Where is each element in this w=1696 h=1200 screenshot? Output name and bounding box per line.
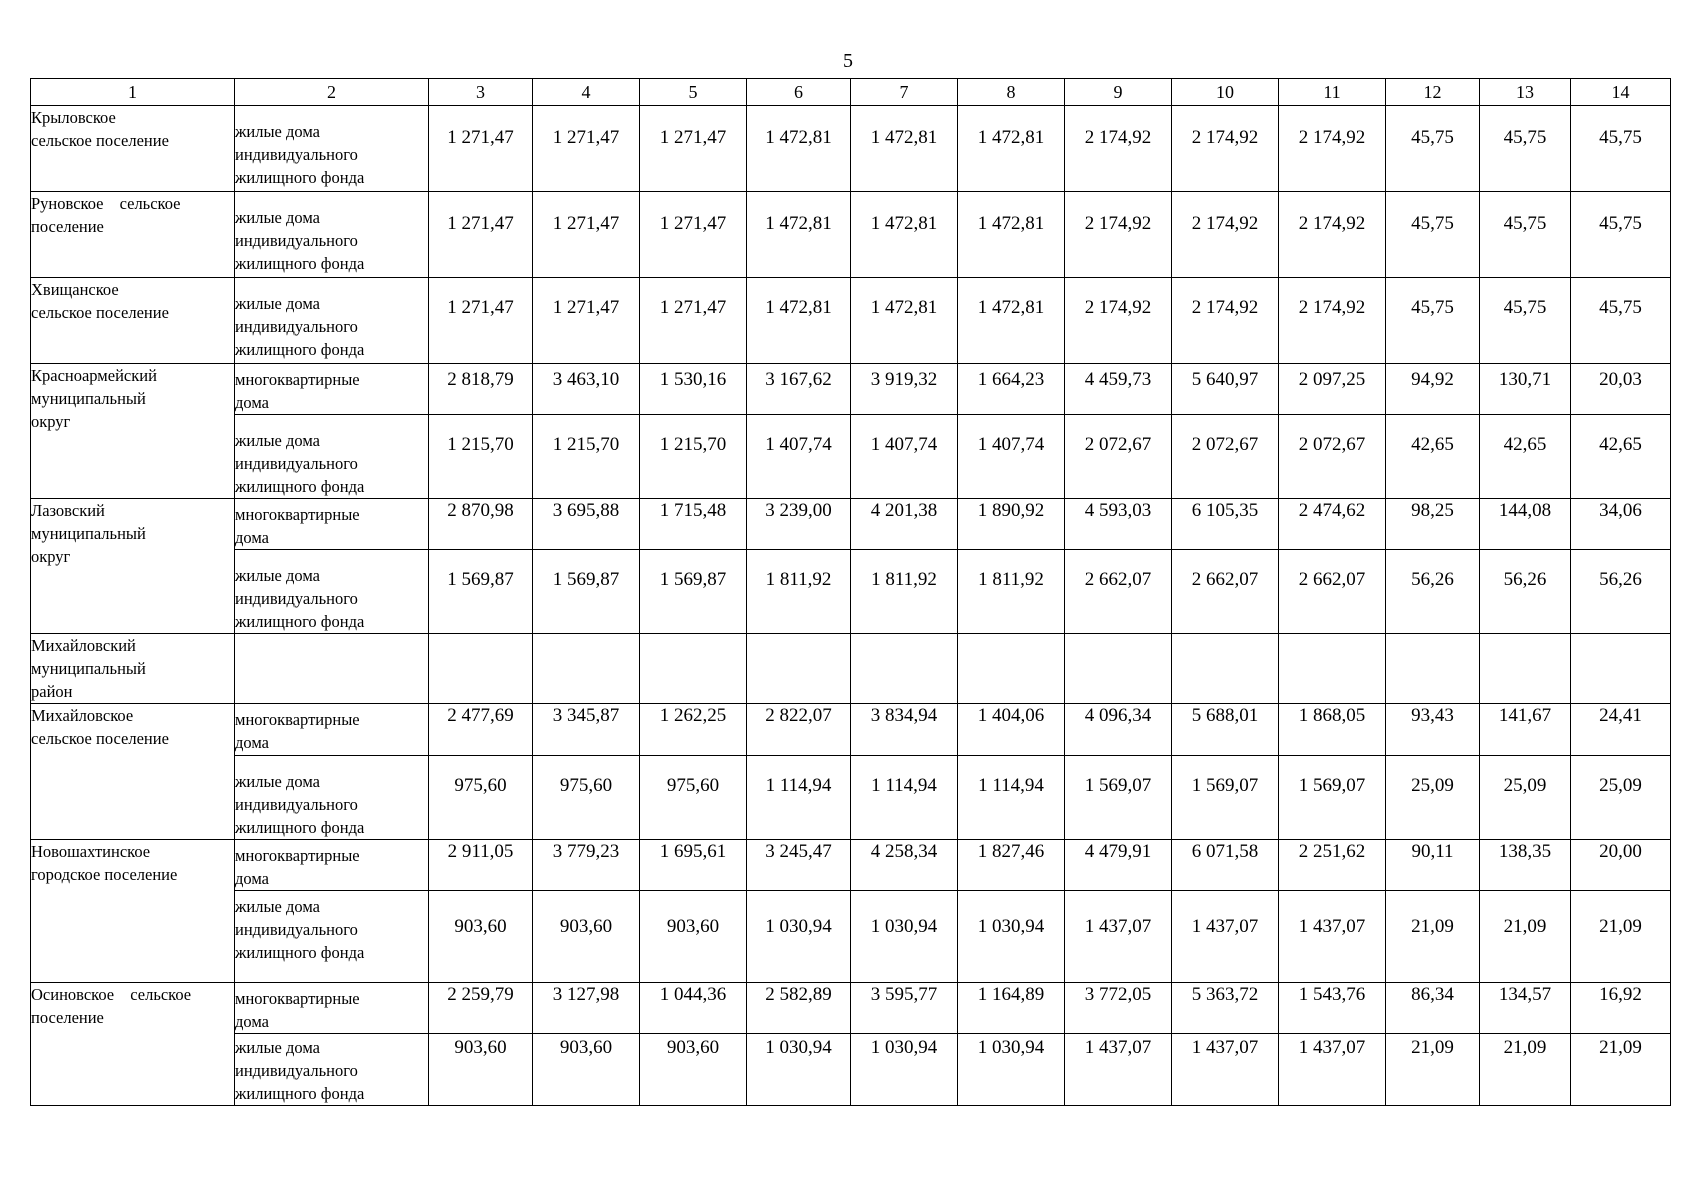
table-cell: 42,65: [1571, 415, 1671, 499]
empty-cell: [1065, 634, 1172, 704]
table-cell: 1 695,61: [640, 840, 747, 891]
table-cell: 1 569,07: [1279, 756, 1386, 840]
type-line: индивидуального: [235, 589, 358, 608]
table-cell: 3 245,47: [747, 840, 851, 891]
table-cell: 2 174,92: [1065, 192, 1172, 278]
type-line: индивидуального: [235, 317, 358, 336]
table-cell: 94,92: [1386, 364, 1480, 415]
empty-cell: [640, 634, 747, 704]
table-cell: 975,60: [429, 756, 533, 840]
table-cell: 34,06: [1571, 499, 1671, 550]
column-number-row: [31, 79, 1671, 106]
column-number: 2: [235, 79, 429, 106]
table-cell: 1 404,06: [958, 704, 1065, 756]
page-number: 5: [843, 50, 853, 72]
type-line: жилищного фонда: [235, 340, 365, 359]
settlement-name: [31, 106, 235, 192]
table-cell: 45,75: [1571, 106, 1671, 192]
table-cell: 45,75: [1480, 106, 1571, 192]
table-cell: 4 593,03: [1065, 499, 1172, 550]
housing-type: [235, 550, 429, 634]
table-cell: 1 030,94: [958, 891, 1065, 983]
table-cell: 5 688,01: [1172, 704, 1279, 756]
name-line: сельское поселение: [31, 303, 169, 322]
table-cell: 45,75: [1386, 192, 1480, 278]
table-cell: 1 569,07: [1172, 756, 1279, 840]
empty-cell: [958, 634, 1065, 704]
table-cell: 1 472,81: [851, 106, 958, 192]
housing-type: [235, 278, 429, 364]
table-cell: 3 167,62: [747, 364, 851, 415]
table-cell: 2 072,67: [1065, 415, 1172, 499]
table-cell: 903,60: [429, 891, 533, 983]
empty-cell: [1172, 634, 1279, 704]
table-cell: 3 695,88: [533, 499, 640, 550]
table-cell: 2 174,92: [1172, 106, 1279, 192]
empty-cell: [1386, 634, 1480, 704]
settlement-name: [31, 364, 235, 499]
table-cell: 21,09: [1386, 1034, 1480, 1106]
name-line: Михайловский: [31, 636, 136, 655]
table-cell: 45,75: [1386, 278, 1480, 364]
table-cell: 1 664,23: [958, 364, 1065, 415]
table-cell: 21,09: [1480, 891, 1571, 983]
type-line: жилые дома: [235, 294, 320, 313]
table-cell: 1 569,87: [640, 550, 747, 634]
table-row: [31, 550, 1671, 634]
name-line: Михайловское: [31, 706, 134, 725]
type-line: жилые дома: [235, 897, 320, 916]
column-number: 14: [1571, 79, 1671, 106]
column-number: 9: [1065, 79, 1172, 106]
table-cell: 42,65: [1386, 415, 1480, 499]
table-cell: 130,71: [1480, 364, 1571, 415]
table-cell: 1 215,70: [533, 415, 640, 499]
table-cell: 2 662,07: [1172, 550, 1279, 634]
table-cell: 90,11: [1386, 840, 1480, 891]
table-cell: 2 174,92: [1279, 192, 1386, 278]
type-line: жилищного фонда: [235, 612, 365, 631]
table-cell: 3 239,00: [747, 499, 851, 550]
table-cell: 1 437,07: [1279, 891, 1386, 983]
table-cell: 903,60: [429, 1034, 533, 1106]
table-cell: 20,00: [1571, 840, 1671, 891]
name-line: поселение: [31, 217, 104, 236]
table-cell: 1 811,92: [851, 550, 958, 634]
table-cell: 1 215,70: [640, 415, 747, 499]
table-cell: 4 459,73: [1065, 364, 1172, 415]
table-cell: 20,03: [1571, 364, 1671, 415]
name-line: округ: [31, 547, 71, 566]
table-cell: 2 662,07: [1065, 550, 1172, 634]
table-cell: 3 127,98: [533, 983, 640, 1034]
table-cell: 2 911,05: [429, 840, 533, 891]
table-cell: 21,09: [1571, 1034, 1671, 1106]
table-cell: 2 870,98: [429, 499, 533, 550]
table-cell: 1 271,47: [429, 278, 533, 364]
name-line: поселение: [31, 1008, 104, 1027]
type-line: дома: [235, 528, 269, 547]
table-cell: 6 071,58: [1172, 840, 1279, 891]
table-cell: 1 437,07: [1065, 891, 1172, 983]
housing-type: [235, 891, 429, 983]
table-cell: 1 407,74: [958, 415, 1065, 499]
column-number: 6: [747, 79, 851, 106]
table-cell: 1 472,81: [958, 278, 1065, 364]
table-cell: 2 174,92: [1279, 278, 1386, 364]
table-cell: 21,09: [1571, 891, 1671, 983]
table-cell: 903,60: [533, 1034, 640, 1106]
table-cell: 45,75: [1386, 106, 1480, 192]
type-line: индивидуального: [235, 920, 358, 939]
name-line: муниципальный: [31, 659, 146, 678]
type-line: дома: [235, 393, 269, 412]
table-cell: 1 271,47: [429, 192, 533, 278]
table-row: [31, 891, 1671, 983]
table-cell: 3 345,87: [533, 704, 640, 756]
housing-type: [235, 499, 429, 550]
empty-cell: [429, 634, 533, 704]
table-cell: 2 477,69: [429, 704, 533, 756]
type-line: индивидуального: [235, 231, 358, 250]
table-cell: 1 271,47: [640, 192, 747, 278]
type-line: жилые дома: [235, 122, 320, 141]
housing-type: [235, 983, 429, 1034]
table-cell: 1 262,25: [640, 704, 747, 756]
table-cell: 93,43: [1386, 704, 1480, 756]
name-line: муниципальный: [31, 389, 146, 408]
name-line: городское поселение: [31, 865, 178, 884]
table-cell: 2 259,79: [429, 983, 533, 1034]
table-cell: 903,60: [533, 891, 640, 983]
table-cell: 56,26: [1386, 550, 1480, 634]
type-line: дома: [235, 1012, 269, 1031]
table-cell: 1 472,81: [958, 192, 1065, 278]
table-row: [31, 756, 1671, 840]
housing-type: [235, 704, 429, 756]
name-line: Руновское сельское: [31, 194, 181, 213]
table-cell: 903,60: [640, 891, 747, 983]
table-cell: 2 174,92: [1279, 106, 1386, 192]
table-cell: 21,09: [1386, 891, 1480, 983]
column-number: 5: [640, 79, 747, 106]
tariff-table: [30, 78, 1671, 1106]
table-cell: 4 096,34: [1065, 704, 1172, 756]
type-line: жилищного фонда: [235, 1084, 365, 1103]
settlement-name: [31, 192, 235, 278]
table-cell: 1 811,92: [958, 550, 1065, 634]
table-cell: 45,75: [1480, 278, 1571, 364]
table-cell: 1 114,94: [747, 756, 851, 840]
column-number: 13: [1480, 79, 1571, 106]
table-cell: 2 097,25: [1279, 364, 1386, 415]
table-cell: 1 472,81: [747, 106, 851, 192]
table-row: [31, 1034, 1671, 1106]
type-line: многоквартирные: [235, 505, 360, 524]
table-cell: 1 030,94: [747, 1034, 851, 1106]
table-row: [31, 634, 1671, 704]
housing-type: [235, 106, 429, 192]
table-cell: 5 363,72: [1172, 983, 1279, 1034]
settlement-name: [31, 983, 235, 1106]
empty-cell: [1279, 634, 1386, 704]
type-line: жилищного фонда: [235, 477, 365, 496]
column-number: 12: [1386, 79, 1480, 106]
table-cell: 1 472,81: [851, 278, 958, 364]
table-cell: 3 463,10: [533, 364, 640, 415]
column-number: 8: [958, 79, 1065, 106]
table-cell: 24,41: [1571, 704, 1671, 756]
type-line: дома: [235, 733, 269, 752]
table-cell: 2 072,67: [1172, 415, 1279, 499]
type-line: многоквартирные: [235, 710, 360, 729]
name-line: Осиновское сельское: [31, 985, 192, 1004]
column-number: 11: [1279, 79, 1386, 106]
table-cell: 1 715,48: [640, 499, 747, 550]
table-row: [31, 983, 1671, 1034]
housing-type: [235, 1034, 429, 1106]
table-cell: 25,09: [1386, 756, 1480, 840]
type-line: многоквартирные: [235, 370, 360, 389]
empty-cell: [235, 634, 429, 704]
table-cell: 3 595,77: [851, 983, 958, 1034]
table-row: [31, 364, 1671, 415]
table-cell: 1 543,76: [1279, 983, 1386, 1034]
empty-cell: [1571, 634, 1671, 704]
table-cell: 1 437,07: [1172, 891, 1279, 983]
table-cell: 25,09: [1571, 756, 1671, 840]
table-cell: 141,67: [1480, 704, 1571, 756]
name-line: Новошахтинское: [31, 842, 151, 861]
empty-cell: [851, 634, 958, 704]
empty-cell: [747, 634, 851, 704]
table-cell: 98,25: [1386, 499, 1480, 550]
table-cell: 2 822,07: [747, 704, 851, 756]
table-cell: 1 811,92: [747, 550, 851, 634]
table-cell: 1 215,70: [429, 415, 533, 499]
table-cell: 1 530,16: [640, 364, 747, 415]
table-cell: 1 569,87: [533, 550, 640, 634]
table-cell: 1 271,47: [533, 106, 640, 192]
table-row: [31, 106, 1671, 192]
settlement-name: [31, 278, 235, 364]
type-line: жилые дома: [235, 1038, 320, 1057]
name-line: Красноармейский: [31, 366, 157, 385]
table-cell: 4 258,34: [851, 840, 958, 891]
housing-type: [235, 756, 429, 840]
name-line: Хвищанское: [31, 280, 119, 299]
table-cell: 1 569,87: [429, 550, 533, 634]
table-cell: 1 472,81: [747, 278, 851, 364]
table-cell: 1 868,05: [1279, 704, 1386, 756]
table-cell: 1 030,94: [851, 891, 958, 983]
type-line: жилые дома: [235, 772, 320, 791]
settlement-name: [31, 499, 235, 634]
type-line: индивидуального: [235, 145, 358, 164]
table-row: [31, 415, 1671, 499]
table-cell: 1 827,46: [958, 840, 1065, 891]
table-cell: 1 114,94: [958, 756, 1065, 840]
type-line: многоквартирные: [235, 846, 360, 865]
housing-type: [235, 415, 429, 499]
table-cell: 144,08: [1480, 499, 1571, 550]
table-cell: 1 114,94: [851, 756, 958, 840]
table-cell: 1 472,81: [747, 192, 851, 278]
table-cell: 25,09: [1480, 756, 1571, 840]
table-row: [31, 704, 1671, 756]
table-cell: 45,75: [1480, 192, 1571, 278]
name-line: муниципальный: [31, 524, 146, 543]
table-cell: 4 479,91: [1065, 840, 1172, 891]
table-cell: 1 407,74: [747, 415, 851, 499]
empty-cell: [1480, 634, 1571, 704]
table-cell: 2 072,67: [1279, 415, 1386, 499]
table-cell: 1 044,36: [640, 983, 747, 1034]
table-cell: 1 569,07: [1065, 756, 1172, 840]
name-line: Лазовский: [31, 501, 105, 520]
name-line: район: [31, 682, 73, 701]
table-cell: 56,26: [1480, 550, 1571, 634]
column-number: 10: [1172, 79, 1279, 106]
column-number: 4: [533, 79, 640, 106]
table-cell: 2 818,79: [429, 364, 533, 415]
table-row: [31, 278, 1671, 364]
table-row: [31, 499, 1671, 550]
table-cell: 16,92: [1571, 983, 1671, 1034]
table-cell: 1 030,94: [747, 891, 851, 983]
type-line: жилые дома: [235, 431, 320, 450]
type-line: жилые дома: [235, 208, 320, 227]
name-line: округ: [31, 412, 71, 431]
table-cell: 56,26: [1571, 550, 1671, 634]
table-cell: 4 201,38: [851, 499, 958, 550]
table-cell: 1 472,81: [851, 192, 958, 278]
table-cell: 45,75: [1571, 278, 1671, 364]
type-line: жилищного фонда: [235, 818, 365, 837]
type-line: жилищного фонда: [235, 168, 365, 187]
settlement-name: [31, 704, 235, 840]
table-cell: 1 472,81: [958, 106, 1065, 192]
table-cell: 2 174,92: [1065, 278, 1172, 364]
name-line: сельское поселение: [31, 131, 169, 150]
empty-cell: [533, 634, 640, 704]
table-cell: 42,65: [1480, 415, 1571, 499]
table-cell: 3 834,94: [851, 704, 958, 756]
table-cell: 1 271,47: [533, 192, 640, 278]
type-line: жилищного фонда: [235, 254, 365, 273]
housing-type: [235, 192, 429, 278]
table-row: [31, 840, 1671, 891]
type-line: индивидуального: [235, 1061, 358, 1080]
name-line: сельское поселение: [31, 729, 169, 748]
table-cell: 1 030,94: [851, 1034, 958, 1106]
table-cell: 1 271,47: [640, 278, 747, 364]
table-cell: 5 640,97: [1172, 364, 1279, 415]
settlement-name: [31, 840, 235, 983]
table-cell: 3 772,05: [1065, 983, 1172, 1034]
table-cell: 1 271,47: [640, 106, 747, 192]
table-cell: 1 164,89: [958, 983, 1065, 1034]
type-line: многоквартирные: [235, 989, 360, 1008]
type-line: жилые дома: [235, 566, 320, 585]
table-cell: 45,75: [1571, 192, 1671, 278]
table-cell: 1 271,47: [429, 106, 533, 192]
table-cell: 2 251,62: [1279, 840, 1386, 891]
table-cell: 2 174,92: [1172, 192, 1279, 278]
column-number: 7: [851, 79, 958, 106]
column-number: 1: [31, 79, 235, 106]
table-cell: 1 271,47: [533, 278, 640, 364]
table-cell: 975,60: [533, 756, 640, 840]
table-cell: 2 474,62: [1279, 499, 1386, 550]
table-cell: 2 662,07: [1279, 550, 1386, 634]
table-cell: 2 582,89: [747, 983, 851, 1034]
type-line: индивидуального: [235, 795, 358, 814]
table-cell: 1 407,74: [851, 415, 958, 499]
table-cell: 3 919,32: [851, 364, 958, 415]
name-line: Крыловское: [31, 108, 116, 127]
table-cell: 6 105,35: [1172, 499, 1279, 550]
table-row: [31, 192, 1671, 278]
housing-type: [235, 840, 429, 891]
type-line: жилищного фонда: [235, 943, 365, 962]
table-cell: 1 437,07: [1172, 1034, 1279, 1106]
table-cell: 138,35: [1480, 840, 1571, 891]
column-number: 3: [429, 79, 533, 106]
housing-type: [235, 364, 429, 415]
table-cell: 134,57: [1480, 983, 1571, 1034]
table-cell: 903,60: [640, 1034, 747, 1106]
type-line: индивидуального: [235, 454, 358, 473]
table-cell: 1 890,92: [958, 499, 1065, 550]
table-cell: 1 437,07: [1279, 1034, 1386, 1106]
table-cell: 3 779,23: [533, 840, 640, 891]
table-cell: 975,60: [640, 756, 747, 840]
table-cell: 2 174,92: [1172, 278, 1279, 364]
table-cell: 1 030,94: [958, 1034, 1065, 1106]
table-cell: 2 174,92: [1065, 106, 1172, 192]
table-cell: 21,09: [1480, 1034, 1571, 1106]
district-name: [31, 634, 235, 704]
table-cell: 1 437,07: [1065, 1034, 1172, 1106]
table-cell: 86,34: [1386, 983, 1480, 1034]
type-line: дома: [235, 869, 269, 888]
